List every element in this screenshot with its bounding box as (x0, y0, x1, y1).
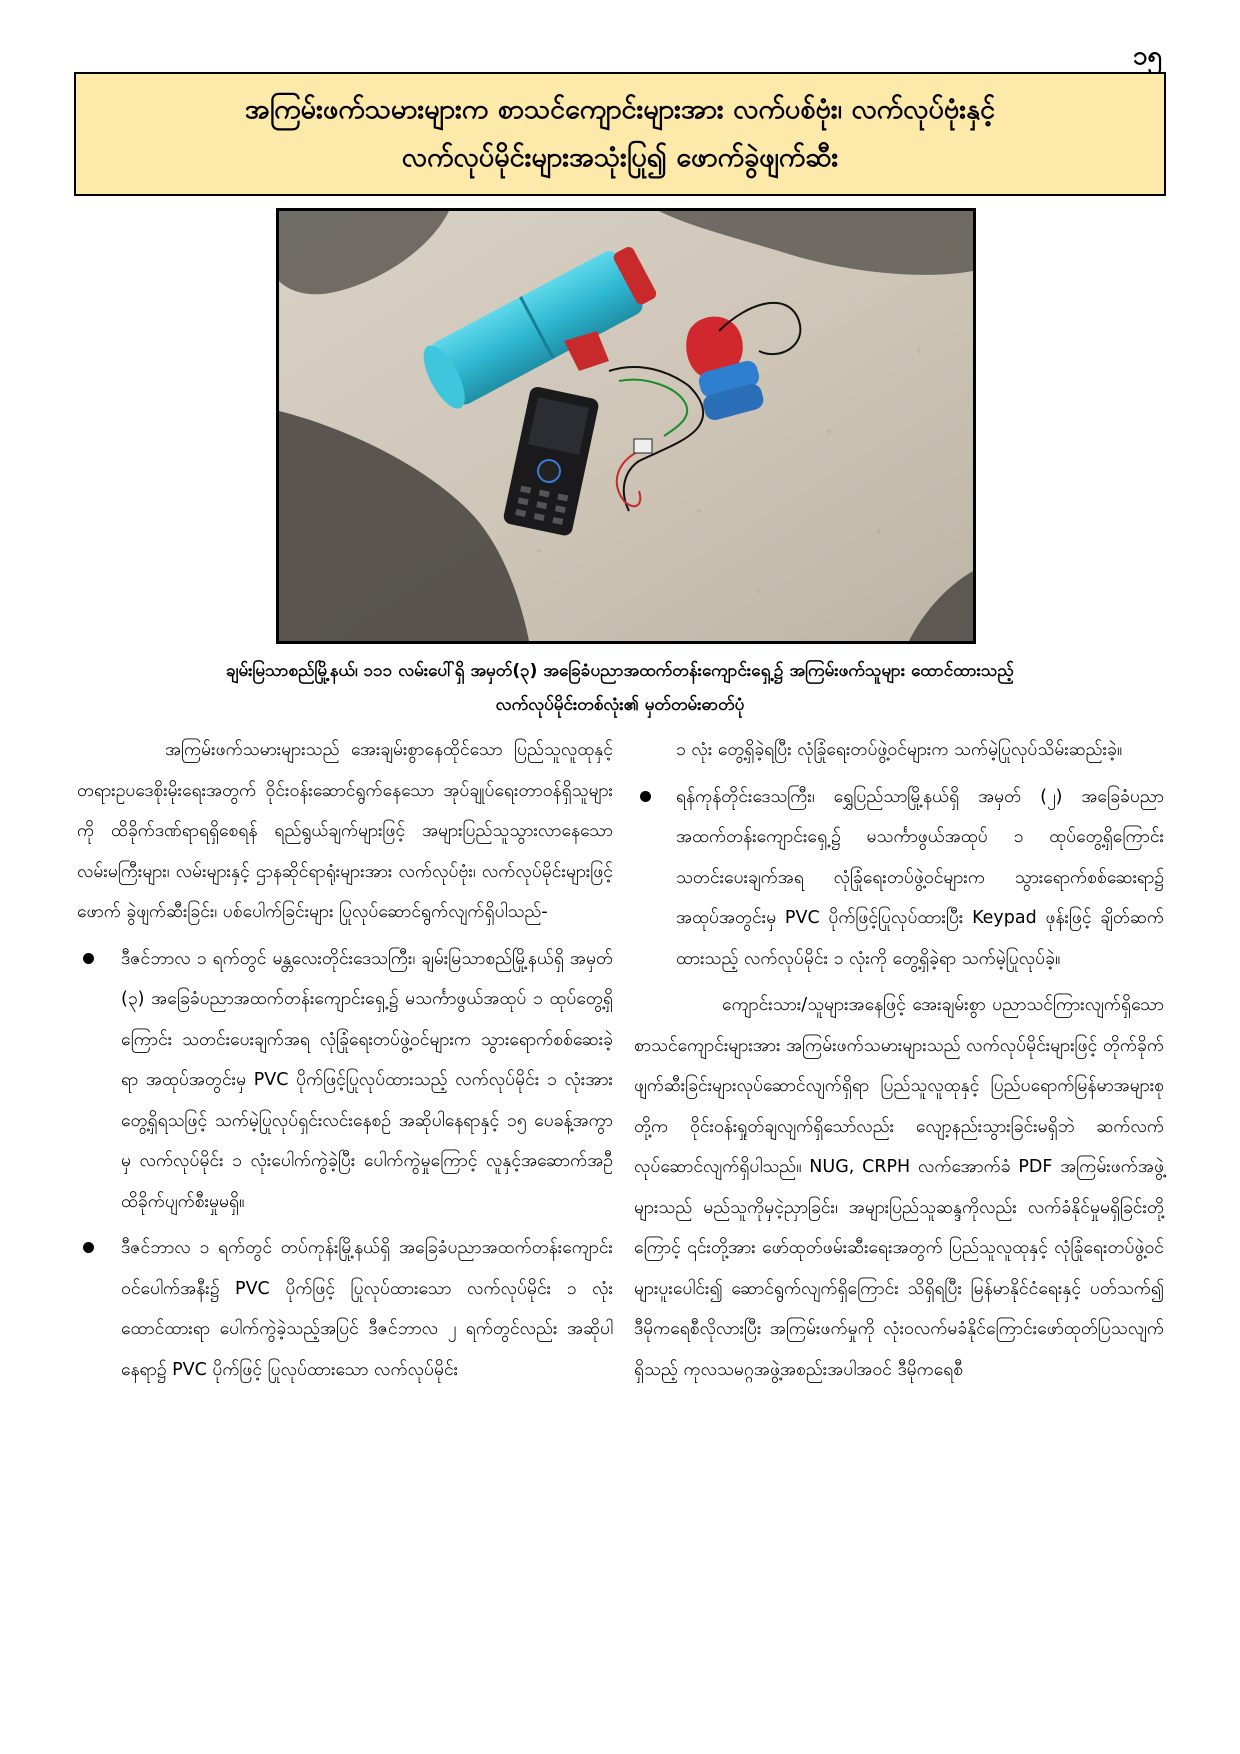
left-column (77, 730, 613, 1396)
right-column (634, 730, 1164, 1396)
list-item-text: ရန်ကုန်တိုင်းဒေသကြီး၊ ရွှေပြည်သာမြို့နယ်ရှိ အမှတ် (၂) အခြေခံပညာအထက်တန်းကျောင်းရှေ့၌ မသင်္ကာဖွယ်အထုပ် ၁ ထုပ်တွေ့ရှိကြောင်း သတင်းပေးချက်အရ လုံခြုံရေးတပ်ဖွဲ့ဝင်များက သွားရောက်စစ်ဆေးရာ၌ အထုပ်အတွင်းမှ PVC ပိုက်ဖြင့်ပြုလုပ်ထားပြီး Keypad ဖုန်းဖြင့် ချိတ်ဆက်ထားသည့် လက်လုပ်မိုင်း ၁ လုံးကို တွေ့ရှိခဲ့ရာ သက်မဲ့ပြုလုပ်ခဲ့။ (676, 786, 1164, 969)
continued-list-text: ၁ လုံး တွေ့ရှိခဲ့ရပြီး လုံခြုံရေးတပ်ဖွဲ့ဝင်များက သက်မဲ့ပြုလုပ်သိမ်းဆည်းခဲ့။ (676, 740, 1123, 760)
list-item-text: ဒီဇင်ဘာလ ၁ ရက်တွင် တပ်ကုန်းမြို့နယ်ရှိ အခြေခံပညာအထက်တန်းကျောင်း ဝင်ပေါက်အနီး၌ PVC ပိုက်ဖြင့် ပြုလုပ်ထားသော လက်လုပ်မိုင်း ၁ လုံး ထောင်ထားရာ ပေါက်ကွဲခဲ့သည့်အပြင် ဒီဇင်ဘာလ ၂ ရက်တွင်လည်း အဆိုပါနေရာ၌ PVC ပိုက်ဖြင့် ပြုလုပ်ထားသော လက်လုပ်မိုင်း (121, 1238, 613, 1380)
headline-line-1: အကြမ်းဖက်သမားများက စာသင်ကျောင်းများအား လက်ပစ်ဗုံး၊ လက်လုပ်ဗုံးနှင့် (244, 94, 996, 125)
news-photo (276, 208, 976, 644)
closing-paragraph: ကျောင်းသား/သူများအနေဖြင့် အေးချမ်းစွာ ပညာသင်ကြားလျက်ရှိသော စာသင်ကျောင်းများအား အကြမ်းဖက်သမားများသည် လက်လုပ်မိုင်းများဖြင့် တိုက်ခိုက်ဖျက်ဆီးခြင်းများလုပ်ဆောင်လျက်ရှိရာ ပြည်သူလူထုနှင့် ပြည်ပရောက်မြန်မာအများစုတို့က ဝိုင်းဝန်းရှုတ်ချလျက်ရှိသော်လည်း လျော့နည်းသွားခြင်းမရှိဘဲ ဆက်လက်လုပ်ဆောင်လျက်ရှိပါသည်။ NUG, CRPH လက်အောက်ခံ PDF အကြမ်းဖက်အဖွဲ့များသည် မည်သူကိုမှငဲ့ညှာခြင်း၊ အများပြည်သူဆန္ဒကိုလည်း လက်ခံနိုင်မှုမရှိခြင်းတို့ကြောင့် ၎င်းတို့အား ဖော်ထုတ်ဖမ်းဆီးရေးအတွက် ပြည်သူလူထုနှင့် လုံခြုံရေးတပ်ဖွဲ့ဝင်များပူးပေါင်း၍ ဆောင်ရွက်လျက်ရှိကြောင်း သိရှိရပြီး မြန်မာနိုင်ငံရေးနှင့် ပတ်သက်၍ ဒီမိုကရေစီလိုလားပြီး အကြမ်းဖက်မှုကို လုံးဝလက်မခံနိုင်ကြောင်းဖော်ထုတ်ပြသလျက်ရှိသည့် ကုလသမဂ္ဂအဖွဲ့အစည်းအပါအဝင် ဒီမိုကရေစီ (634, 995, 1164, 1380)
headline-line-2: လက်လုပ်မိုင်းများအသုံးပြု၍ ဖောက်ခွဲဖျက်ဆီး (401, 142, 839, 173)
list-item (77, 1228, 613, 1390)
headline-box (74, 72, 1166, 196)
bullet-icon (83, 1242, 94, 1253)
list-item (634, 777, 1164, 980)
caption-line-2: လက်လုပ်မိုင်းတစ်လုံး၏ မှတ်တမ်းဓာတ်ပုံ (495, 695, 745, 715)
intro-paragraph: အကြမ်းဖက်သမားများသည် အေးချမ်းစွာနေထိုင်သော ပြည်သူလူထုနှင့် တရားဥပဒေစိုးမိုးရေးအတွက် ဝိုင်းဝန်းဆောင်ရွက်နေသော အုပ်ချုပ်ရေးတာဝန်ရှိသူများကို ထိခိုက်ဒဏ်ရာရရှိစေရန် ရည်ရွယ်ချက်များဖြင့် အများပြည်သူသွားလာနေသော လမ်းမကြီးများ၊ လမ်းများနှင့် ဌာနဆိုင်ရာရုံးများအား လက်လုပ်ဗုံး၊ လက်လုပ်မိုင်းများဖြင့် ဖောက် ခွဲဖျက်ဆီးခြင်း၊ ပစ်ပေါက်ခြင်းများ ပြုလုပ်ဆောင်ရွက်လျက်ရှိပါသည်- (77, 740, 613, 922)
bullet-icon (640, 791, 651, 802)
photo-caption (60, 654, 1180, 722)
caption-line-1: ချမ်းမြသာစည်မြို့နယ်၊ ၁၁၁ လမ်းပေါ်ရှိ အမှတ်(၃) အခြေခံပညာအထက်တန်းကျောင်းရှေ့၌ အကြမ်းဖက်သူများ ထောင်ထားသည့် (226, 661, 1014, 681)
photo-of-improvised-mine-and-mobile-phone-icon (279, 211, 973, 641)
bullet-icon (83, 953, 94, 964)
list-item (77, 939, 613, 1223)
list-item-text: ဒီဇင်ဘာလ ၁ ရက်တွင် မန္တလေးတိုင်းဒေသကြီး၊ ချမ်းမြသာစည်မြို့နယ်ရှိ အမှတ် (၃) အခြေခံပညာအထက်တန်းကျောင်းရှေ့၌ မသင်္ကာဖွယ်အထုပ် ၁ ထုပ်တွေ့ရှိကြောင်း သတင်းပေးချက်အရ လုံခြုံရေးတပ်ဖွဲ့ဝင်များက သွားရောက်စစ်ဆေးခဲ့ရာ အထုပ်အတွင်းမှ PVC ပိုက်ဖြင့်ပြုလုပ်ထားသည့် လက်လုပ်မိုင်း ၁ လုံးအား တွေ့ရှိရသဖြင့် သက်မဲ့ပြုလုပ်ရှင်းလင်းနေစဉ် အဆိုပါနေရာနှင့် ၁၅ ပေခန့်အကွာမှ လက်လုပ်မိုင်း ၁ လုံးပေါက်ကွဲခဲ့ပြီး ပေါက်ကွဲမှုကြောင့် လူနှင့်အဆောက်အဦ ထိခိုက်ပျက်စီးမှုမရှိ။ (121, 948, 613, 1212)
page-number: ၁၅ (1132, 41, 1162, 71)
